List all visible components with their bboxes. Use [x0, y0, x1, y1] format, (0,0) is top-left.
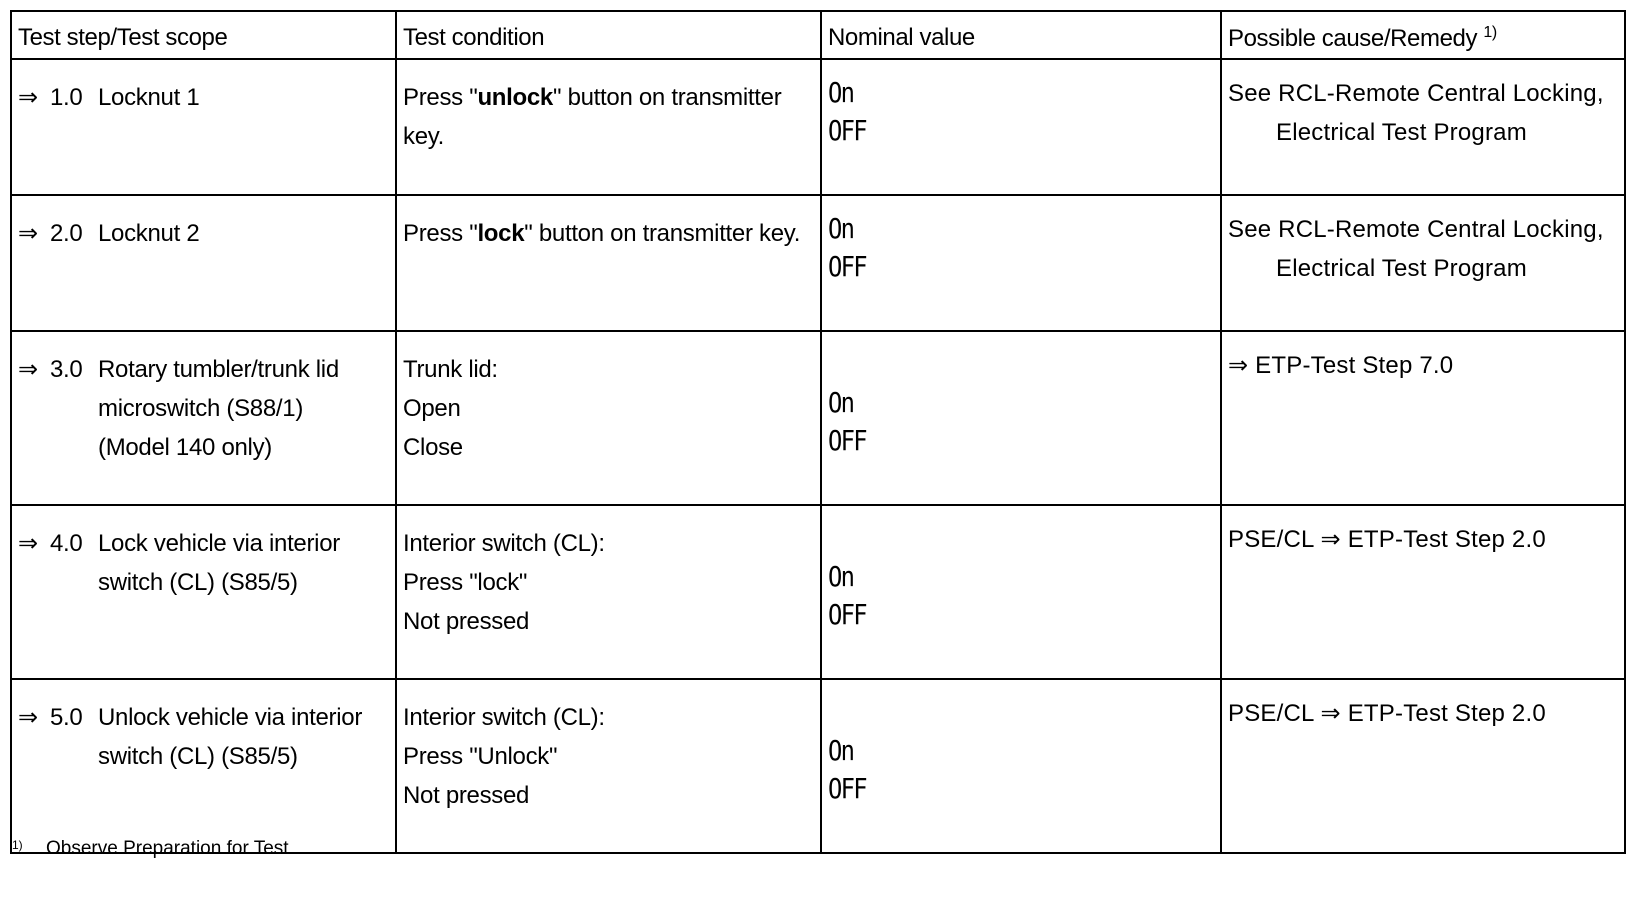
condition-keyword: unlock: [477, 84, 553, 111]
step-scope: Unlock vehicle via interior: [98, 704, 363, 731]
nominal-off: OFF: [828, 772, 866, 805]
step-arrow: ⇒: [18, 356, 38, 383]
step-scope: (Model 140 only): [98, 434, 272, 461]
test-step-cell: [11, 505, 396, 679]
step-scope: Rotary tumbler/trunk lid: [98, 356, 339, 383]
step-arrow: ⇒: [18, 530, 38, 557]
nominal-value-cell: [821, 195, 1221, 331]
test-condition-cell: [396, 505, 821, 679]
condition-text: Interior switch (CL):: [403, 530, 605, 557]
test-condition-cell: [396, 195, 821, 331]
test-step-cell: [11, 331, 396, 505]
nominal-value-cell: [821, 679, 1221, 853]
step-arrow: ⇒: [18, 84, 38, 111]
header-test-step: Test step/Test scope: [11, 11, 396, 59]
possible-cause-cell: [1221, 505, 1625, 679]
footnote: [12, 838, 289, 860]
step-number: 5.0: [50, 704, 83, 731]
test-condition-cell: [396, 679, 821, 853]
step-scope: Locknut 2: [98, 220, 200, 247]
header-footnote-ref: 1): [1483, 24, 1497, 41]
possible-cause-cell: [1221, 679, 1625, 853]
condition-text: Press "lock": [403, 569, 528, 596]
nominal-on: On: [828, 212, 854, 245]
step-scope: switch (CL) (S85/5): [98, 569, 298, 596]
nominal-value-cell: [821, 331, 1221, 505]
nominal-off: OFF: [828, 424, 866, 457]
cause-text: See RCL-Remote Central Locking,: [1228, 216, 1604, 243]
step-number: 3.0: [50, 356, 83, 383]
table-row: [11, 195, 1625, 331]
nominal-on: On: [828, 76, 854, 109]
test-step-cell: [11, 195, 396, 331]
nominal-value-cell: [821, 505, 1221, 679]
condition-text: Interior switch (CL):: [403, 704, 605, 731]
condition-text: Not pressed: [403, 608, 530, 635]
test-step-cell: [11, 59, 396, 195]
cause-text: Electrical Test Program: [1276, 255, 1527, 282]
condition-text: key.: [403, 123, 445, 150]
nominal-off: OFF: [828, 598, 866, 631]
test-condition-cell: [396, 59, 821, 195]
condition-text: Press "unlock" button on transmitter: [403, 84, 782, 111]
nominal-on: On: [828, 560, 854, 593]
step-arrow: ⇒: [18, 220, 38, 247]
condition-text: Trunk lid:: [403, 356, 498, 383]
header-test-condition: Test condition: [396, 11, 821, 59]
condition-text: Press "lock" button on transmitter key.: [403, 220, 801, 247]
footnote-mark: 1): [12, 838, 23, 852]
step-number: 4.0: [50, 530, 83, 557]
nominal-off: OFF: [828, 114, 866, 147]
cause-text: PSE/CL ⇒ ETP-Test Step 2.0: [1228, 700, 1546, 727]
header-row: [11, 11, 1625, 59]
step-number: 2.0: [50, 220, 83, 247]
test-table: [10, 10, 1626, 854]
test-step-cell: [11, 679, 396, 853]
header-cause-label: Possible cause/Remedy: [1228, 25, 1478, 52]
step-arrow: ⇒: [18, 704, 38, 731]
header-possible-cause: [1221, 11, 1625, 59]
cause-text: ⇒ ETP-Test Step 7.0: [1228, 352, 1454, 379]
step-scope: Lock vehicle via interior: [98, 530, 340, 557]
step-scope: switch (CL) (S85/5): [98, 743, 298, 770]
nominal-value-cell: [821, 59, 1221, 195]
table-row: [11, 679, 1625, 853]
nominal-on: On: [828, 734, 854, 767]
nominal-off: OFF: [828, 250, 866, 283]
possible-cause-cell: [1221, 195, 1625, 331]
table-row: [11, 331, 1625, 505]
condition-text: Press "Unlock": [403, 743, 558, 770]
footnote-text: Observe Preparation for Test: [46, 838, 289, 859]
condition-text: Not pressed: [403, 782, 530, 809]
condition-text: Close: [403, 434, 463, 461]
header-nominal-value: Nominal value: [821, 11, 1221, 59]
step-scope: Locknut 1: [98, 84, 200, 111]
possible-cause-cell: [1221, 331, 1625, 505]
step-scope: microswitch (S88/1): [98, 395, 304, 422]
condition-keyword: lock: [477, 220, 525, 247]
test-condition-cell: [396, 331, 821, 505]
table-row: [11, 59, 1625, 195]
cause-text: Electrical Test Program: [1276, 119, 1527, 146]
table-row: [11, 505, 1625, 679]
cause-text: See RCL-Remote Central Locking,: [1228, 80, 1604, 107]
cause-text: PSE/CL ⇒ ETP-Test Step 2.0: [1228, 526, 1546, 553]
possible-cause-cell: [1221, 59, 1625, 195]
step-number: 1.0: [50, 84, 83, 111]
condition-text: Open: [403, 395, 461, 422]
nominal-on: On: [828, 386, 854, 419]
